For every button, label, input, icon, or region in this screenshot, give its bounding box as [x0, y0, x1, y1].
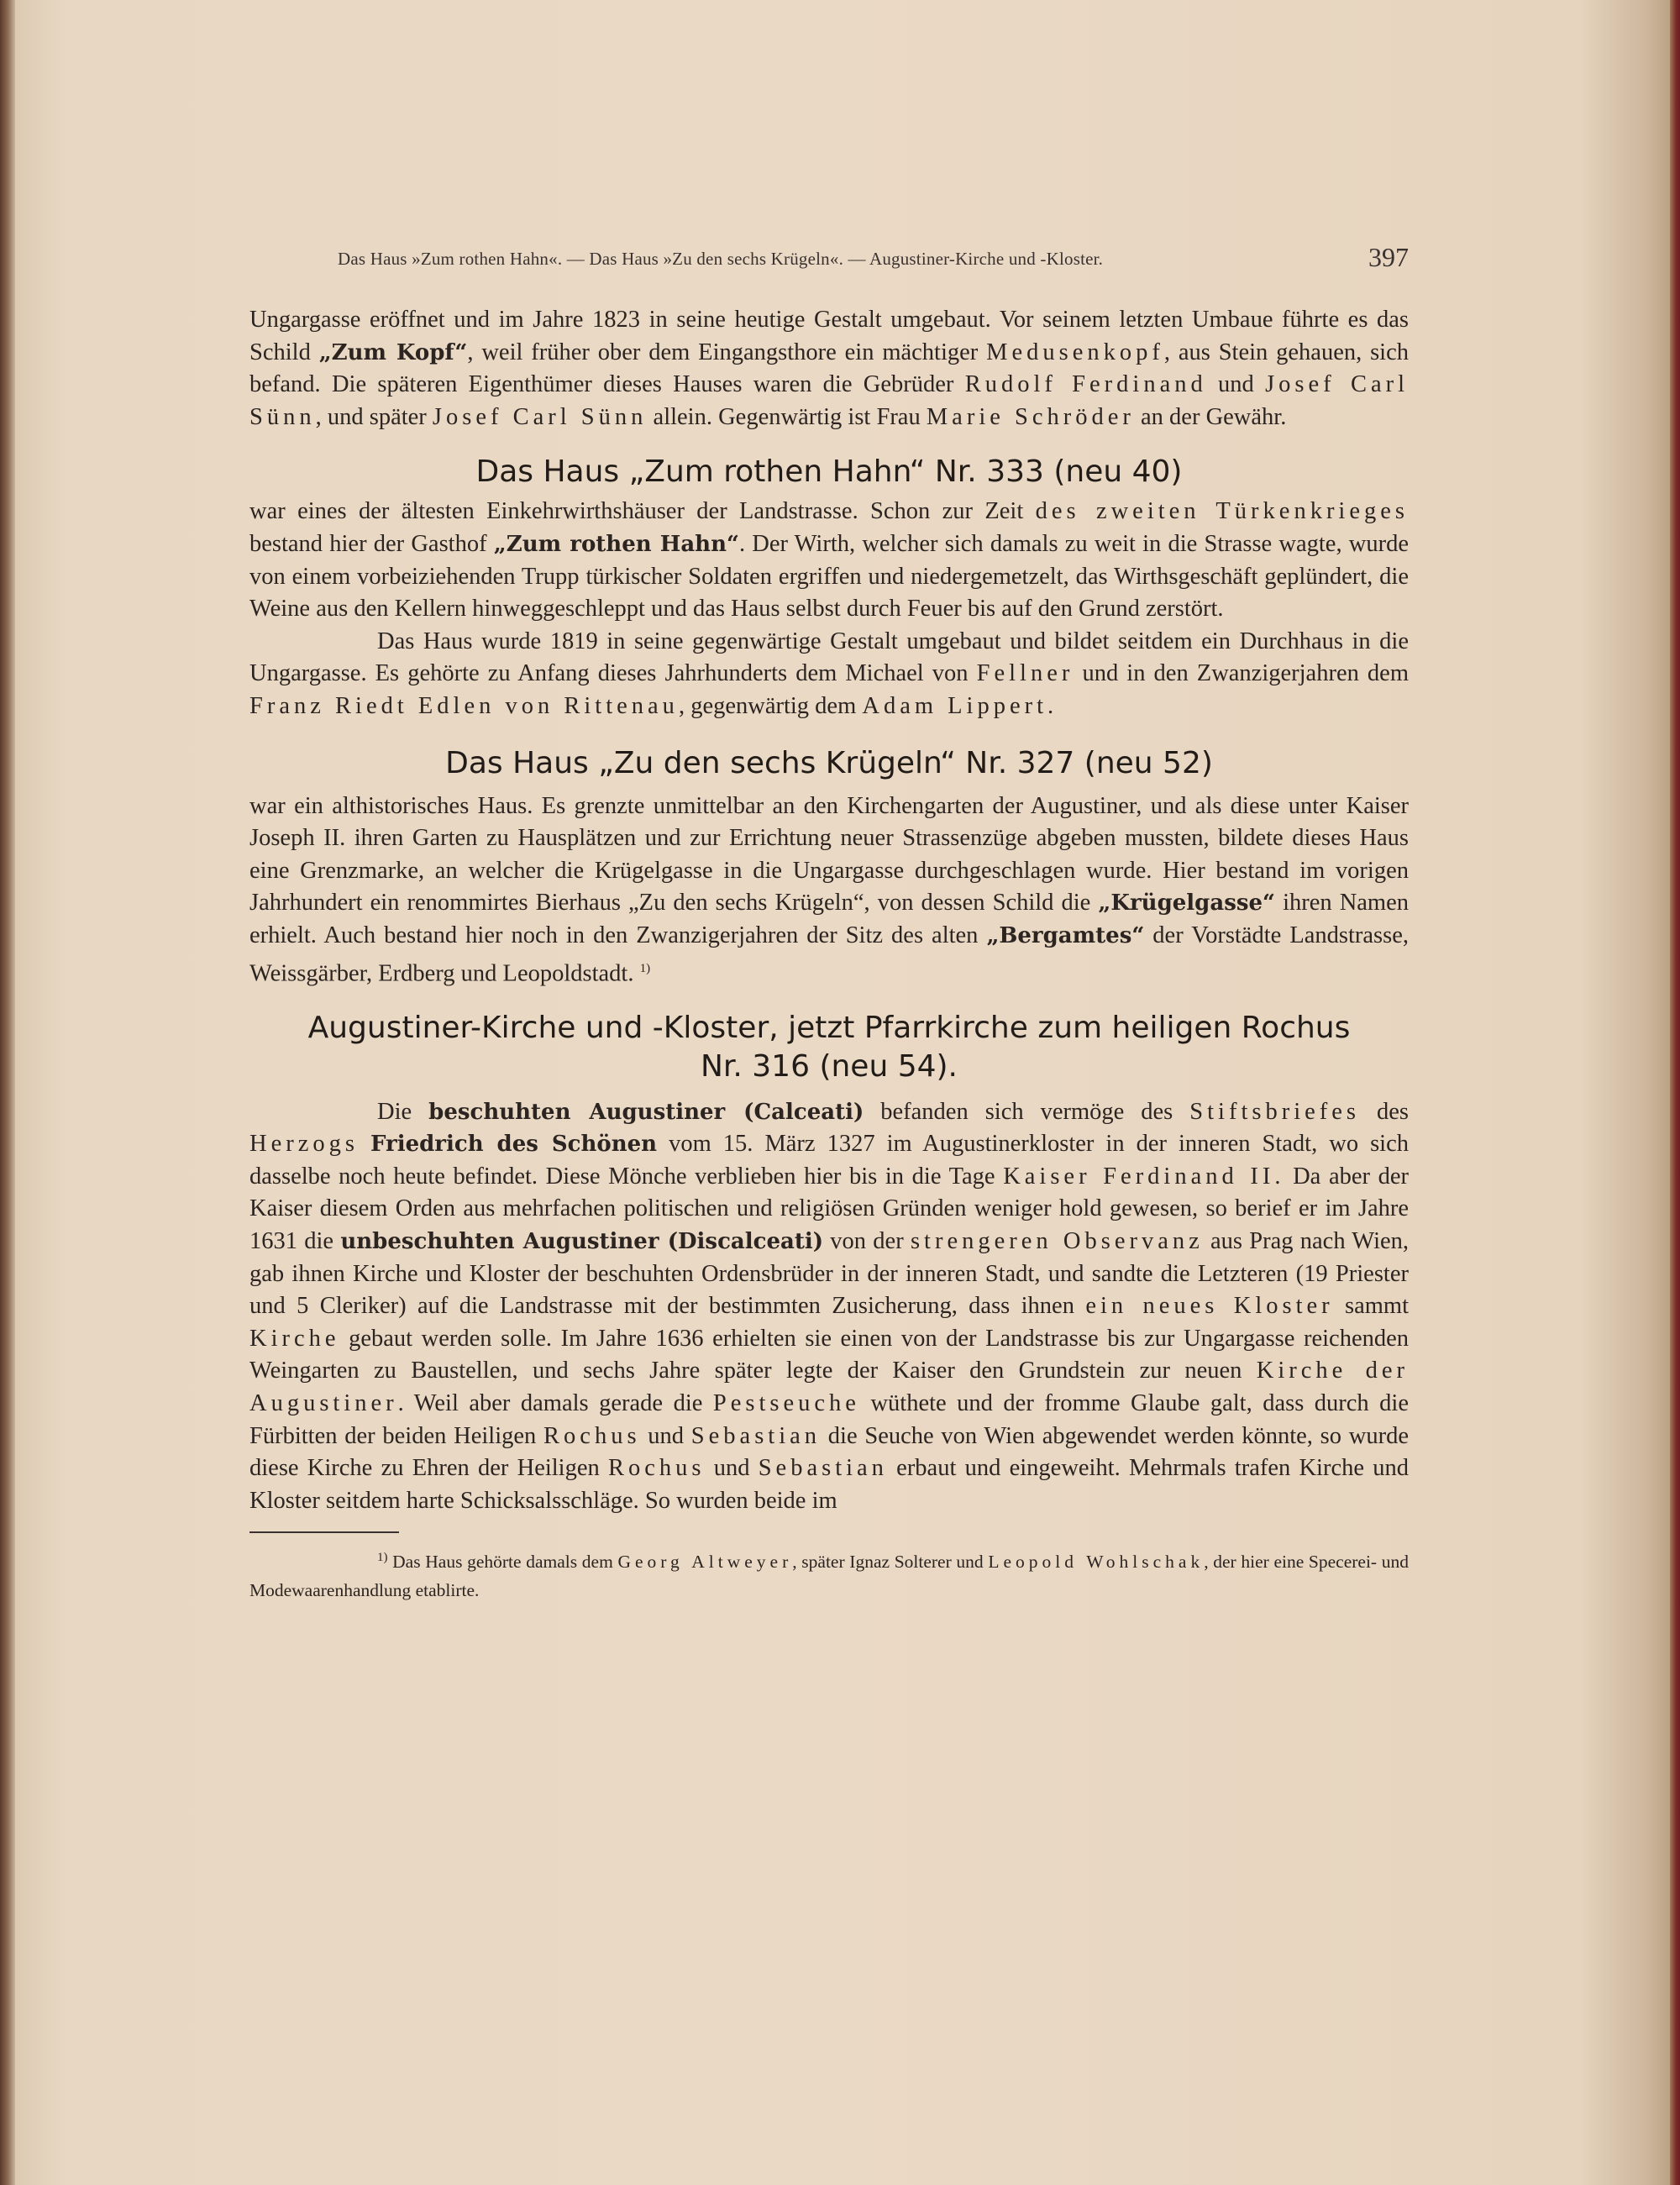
heading-line-1: Augustiner-Kirche und -Kloster, jetzt Pfarrkirche zum heiligen Rochus: [307, 1010, 1351, 1045]
spaced-name: strengeren Observanz: [910, 1227, 1204, 1254]
spaced-name: Kirche der Augustiner: [249, 1358, 1410, 1416]
page-number: 397: [1368, 242, 1409, 272]
footnote-reference: 1): [639, 961, 651, 975]
book-binding-edge: [0, 0, 15, 2185]
spaced-name: Georg Altweyer: [617, 1552, 793, 1573]
sign-name: „Krügelgasse“: [1098, 890, 1275, 917]
page-content: [249, 242, 1410, 1605]
spaced-name: Kirche: [249, 1325, 340, 1352]
sign-name: Friedrich des Schönen: [370, 1132, 658, 1158]
paragraph-intro: Ungargasse eröffnet und im Jahre 1823 in seine heutige Gestalt umgebaut. Vor seinem letzten Umbaue führte es das Schild „Zum Kopf“, weil früher ober dem Eingangsthore ein mächtiger Medusenkopf, aus Stein gehauen, sich befand. Die späteren Eigenthümer dieses Hauses waren die Gebrüder Rudolf Ferdinand und Josef Carl Sünn, und später Josef Carl Sünn allein. Gegenwärtig ist Frau Marie Schröder an der Gewähr.: [249, 307, 1410, 430]
paragraph-augustiner: Die beschuhten Augustiner (Calceati) befanden sich vermöge des Stiftsbriefes des Herzogs Friedrich des Schönen vom 15. März 1327 im Augustinerkloster in der inneren Stadt, wo sich dasselbe noch heute befindet. Diese Mönche verblieben hier bis in die Tage Kaiser Ferdinand II. Da aber der Kaiser diesem Orden aus mehrfachen politischen und religiösen Gründen weniger hold gewesen, so berief er im Jahre 1631 die unbeschuhten Augustiner (Discalceati) von der strengeren Observanz aus Prag nach Wien, gab ihnen Kirche und Kloster der beschuhten Ordensbrüder in der inneren Stadt, und sandte die Letzteren (19 Priester und 5 Cleriker) auf die Landstrasse mit der bestimmten Zusicherung, dass ihnen ein neues Kloster sammt Kirche gebaut werden solle. Im Jahre 1636 erhielten sie einen von der Landstrasse bis zur Ungargasse reichenden Weingarten zu Baustellen, und sechs Jahre später legte der Kaiser den Grundstein zur neuen Kirche der Augustiner. Weil aber damals gerade die Pestseuche wüthete und der fromme Glaube galt, dass durch die Fürbitten der beiden Heiligen Rochus und Sebastian die Seuche von Wien abgewendet werden könnte, so wurde diese Kirche zu Ehren der Heiligen Rochus und Sebastian erbaut und eingeweiht. Mehrmals trafen Kirche und Kloster seitdem harte Schicksalsschläge. So wurden beide im: [249, 1098, 1410, 1514]
spaced-name: Josef Carl Sünn: [432, 403, 648, 430]
spaced-name: Rochus: [607, 1455, 706, 1482]
spaced-name: Pestseuche: [712, 1389, 860, 1416]
spaced-name: Franz Riedt Edlen von Rittenau: [249, 692, 679, 719]
spaced-name: Rudolf Ferdinand: [964, 371, 1207, 398]
spaced-name: Marie Schröder: [926, 403, 1135, 430]
spaced-name: Adam Lippert: [862, 692, 1048, 719]
sign-name: unbeschuhten Augustiner (Discalceati): [340, 1228, 824, 1254]
sign-name: beschuhten Augustiner (Calceati): [428, 1099, 864, 1125]
heading-rothen-hahn: Das Haus „Zum rothen Hahn“ Nr. 333 (neu 40): [475, 454, 1183, 490]
spaced-name: Stiftsbriefes: [1189, 1098, 1360, 1125]
footnote-divider: [249, 1531, 399, 1533]
spaced-name: ein neues Kloster: [1085, 1293, 1334, 1320]
heading-augustiner-kirche: [249, 1009, 1409, 1086]
spaced-name: Kaiser Ferdinand II.: [1003, 1163, 1285, 1190]
spaced-name: Medusenkopf: [986, 339, 1164, 365]
sign-name: „Bergamtes“: [986, 922, 1145, 948]
spaced-name: Rochus: [543, 1422, 641, 1449]
spaced-name: Sebastian: [758, 1455, 888, 1482]
spaced-name: Herzogs: [249, 1131, 359, 1158]
spaced-name: Sebastian: [690, 1422, 822, 1449]
paragraph-hahn-1: war eines der ältesten Einkehrwirthshäuser der Landstrasse. Schon zur Zeit des zweiten Türkenkrieges bestand hier der Gasthof „Zum rothen Hahn“. Der Wirth, welcher sich damals zu weit in die Strasse wagte, wurde von einem vorbeiziehenden Trupp türkischer Soldaten ergriffen und niedergemetzelt, das Wirthsgeschäft geplündert, die Weine aus den Kellern hinweggeschleppt und das Haus selbst durch Feuer bis auf den Grund zerstört.: [249, 498, 1409, 622]
footnote: $^{1)}$ Das Haus gehörte damals dem Georg Altweyer, später Ignaz Solterer und Leopold Wohlschak, der hier eine Specerei- und Modewaarenhandlung etablirte.: [249, 1551, 1409, 1601]
spaced-name: Leopold Wohlschak: [988, 1552, 1205, 1573]
running-head: [249, 242, 1409, 279]
heading-line-2: Nr. 316 (neu 54).: [700, 1048, 958, 1084]
paragraph-kruegeln: war ein althistorisches Haus. Es grenzte unmittelbar an den Kirchengarten der Augustiner, und als diese unter Kaiser Joseph II. ihren Garten zu Hausplätzen und zur Errichtung neuer Strassenzüge abgeben mussten, bildete dieses Haus eine Grenzmarke, an welcher die Krügelgasse in die Ungargasse durchgeschlagen wurde. Hier bestand im vorigen Jahrhundert ein renommirtes Bierhaus „Zu den sechs Krügeln“, von dessen Schild die „Krügelgasse“ ihren Namen erhielt. Auch bestand hier noch in den Zwanzigerjahren der Sitz des alten „Bergamtes“ der Vorstädte Landstrasse, Weissgärber, Erdberg und Leopoldstadt. $^{1)}$: [249, 792, 1410, 986]
running-head-text: Das Haus »Zum rothen Hahn«. — Das Haus »Zu den sechs Krügeln«. — Augustiner-Kirche und -Kloster.: [338, 249, 1104, 269]
paragraph-hahn-2: Das Haus wurde 1819 in seine gegenwärtige Gestalt umgebaut und bildet seitdem ein Durchhaus in die Ungargasse. Es gehörte zu Anfang dieses Jahrhunderts dem Michael von Fellner und in den Zwanzigerjahren dem Franz Riedt Edlen von Rittenau, gegenwärtig dem Adam Lippert.: [249, 628, 1409, 719]
spaced-name: Josef Carl Sünn: [249, 371, 1410, 430]
spaced-name: Fellner: [976, 660, 1074, 687]
footnote-marker: 1): [377, 1551, 388, 1565]
heading-sechs-kruegeln: Das Haus „Zu den sechs Krügeln“ Nr. 327 (neu 52): [445, 745, 1213, 780]
page-edge: [1670, 0, 1680, 2185]
sign-name: „Zum rothen Hahn“: [493, 531, 739, 557]
sign-name: „Zum Kopf“: [318, 339, 468, 365]
spaced-name: des zweiten Türkenkrieges: [1035, 498, 1409, 525]
